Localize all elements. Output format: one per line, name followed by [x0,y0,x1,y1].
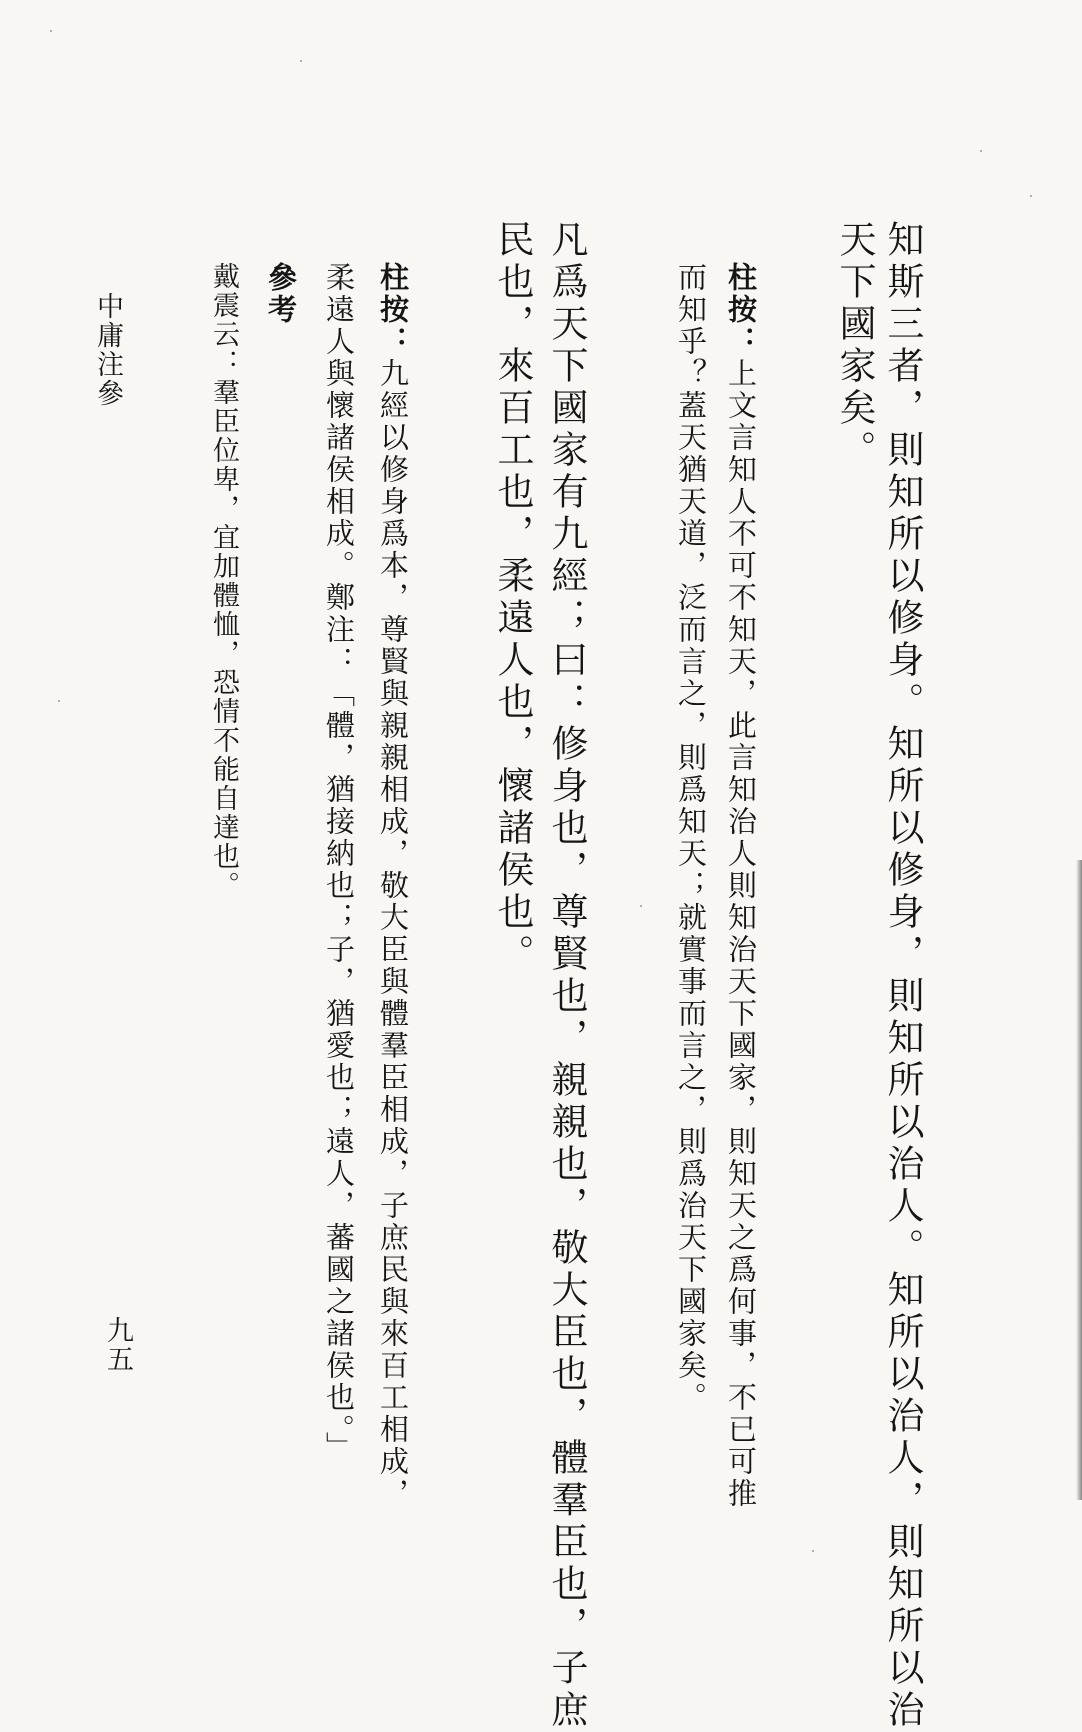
page-number: 九五 [102,1316,133,1374]
scan-speck [300,60,302,62]
scan-speck [640,905,642,907]
scan-speck [1030,195,1032,197]
commentary-1-line-1 [724,262,758,1510]
running-head: 中庸注參 [92,292,123,408]
main-text-line-2: 天下國家矣。 [833,220,876,472]
scan-edge-shadow [1076,860,1082,1500]
commentary-1-line-2: 而知乎？蓋天猶天道，泛而言之，則爲知天；就實事而言之，則爲治天下國家矣。 [674,262,708,1414]
scan-speck [58,700,60,702]
scan-speck [980,150,982,152]
main-text-line-1: 知斯三者，則知所以修身。知所以修身，則知所以治人。知所以治人，則知所以治 [881,220,924,1732]
commentary-1-text: 上文言知人不可不知天，此言知治人則知治天下國家，則知天之爲何事，不已可推 [724,358,758,1510]
commentary-2-line-2: 柔遠人與懷諸侯相成。鄭注：「體，猶接納也；子，猶愛也；遠人，蕃國之諸侯也。」 [322,262,356,1464]
commentary-2-line-1 [376,262,410,1510]
commentary-1-label: 柱按： [724,262,758,358]
scan-speck [812,1550,814,1552]
main-text-2-line-2: 民也，來百工也，柔遠人也，懷諸侯也。 [491,220,534,976]
commentary-2-label: 柱按： [376,262,410,358]
main-text-2-line-1: 凡爲天下國家有九經；曰：修身也，尊賢也，親親也，敬大臣也，體羣臣也，子庶 [545,220,588,1732]
scan-speck [50,30,52,32]
reference-text: 戴震云：羣臣位卑，宜加體恤，恐情不能自達也。 [208,262,239,900]
commentary-2-text: 九經以修身爲本，尊賢與親親相成，敬大臣與體羣臣相成，子庶民與來百工相成， [376,358,410,1510]
reference-heading: 參考 [264,262,298,326]
